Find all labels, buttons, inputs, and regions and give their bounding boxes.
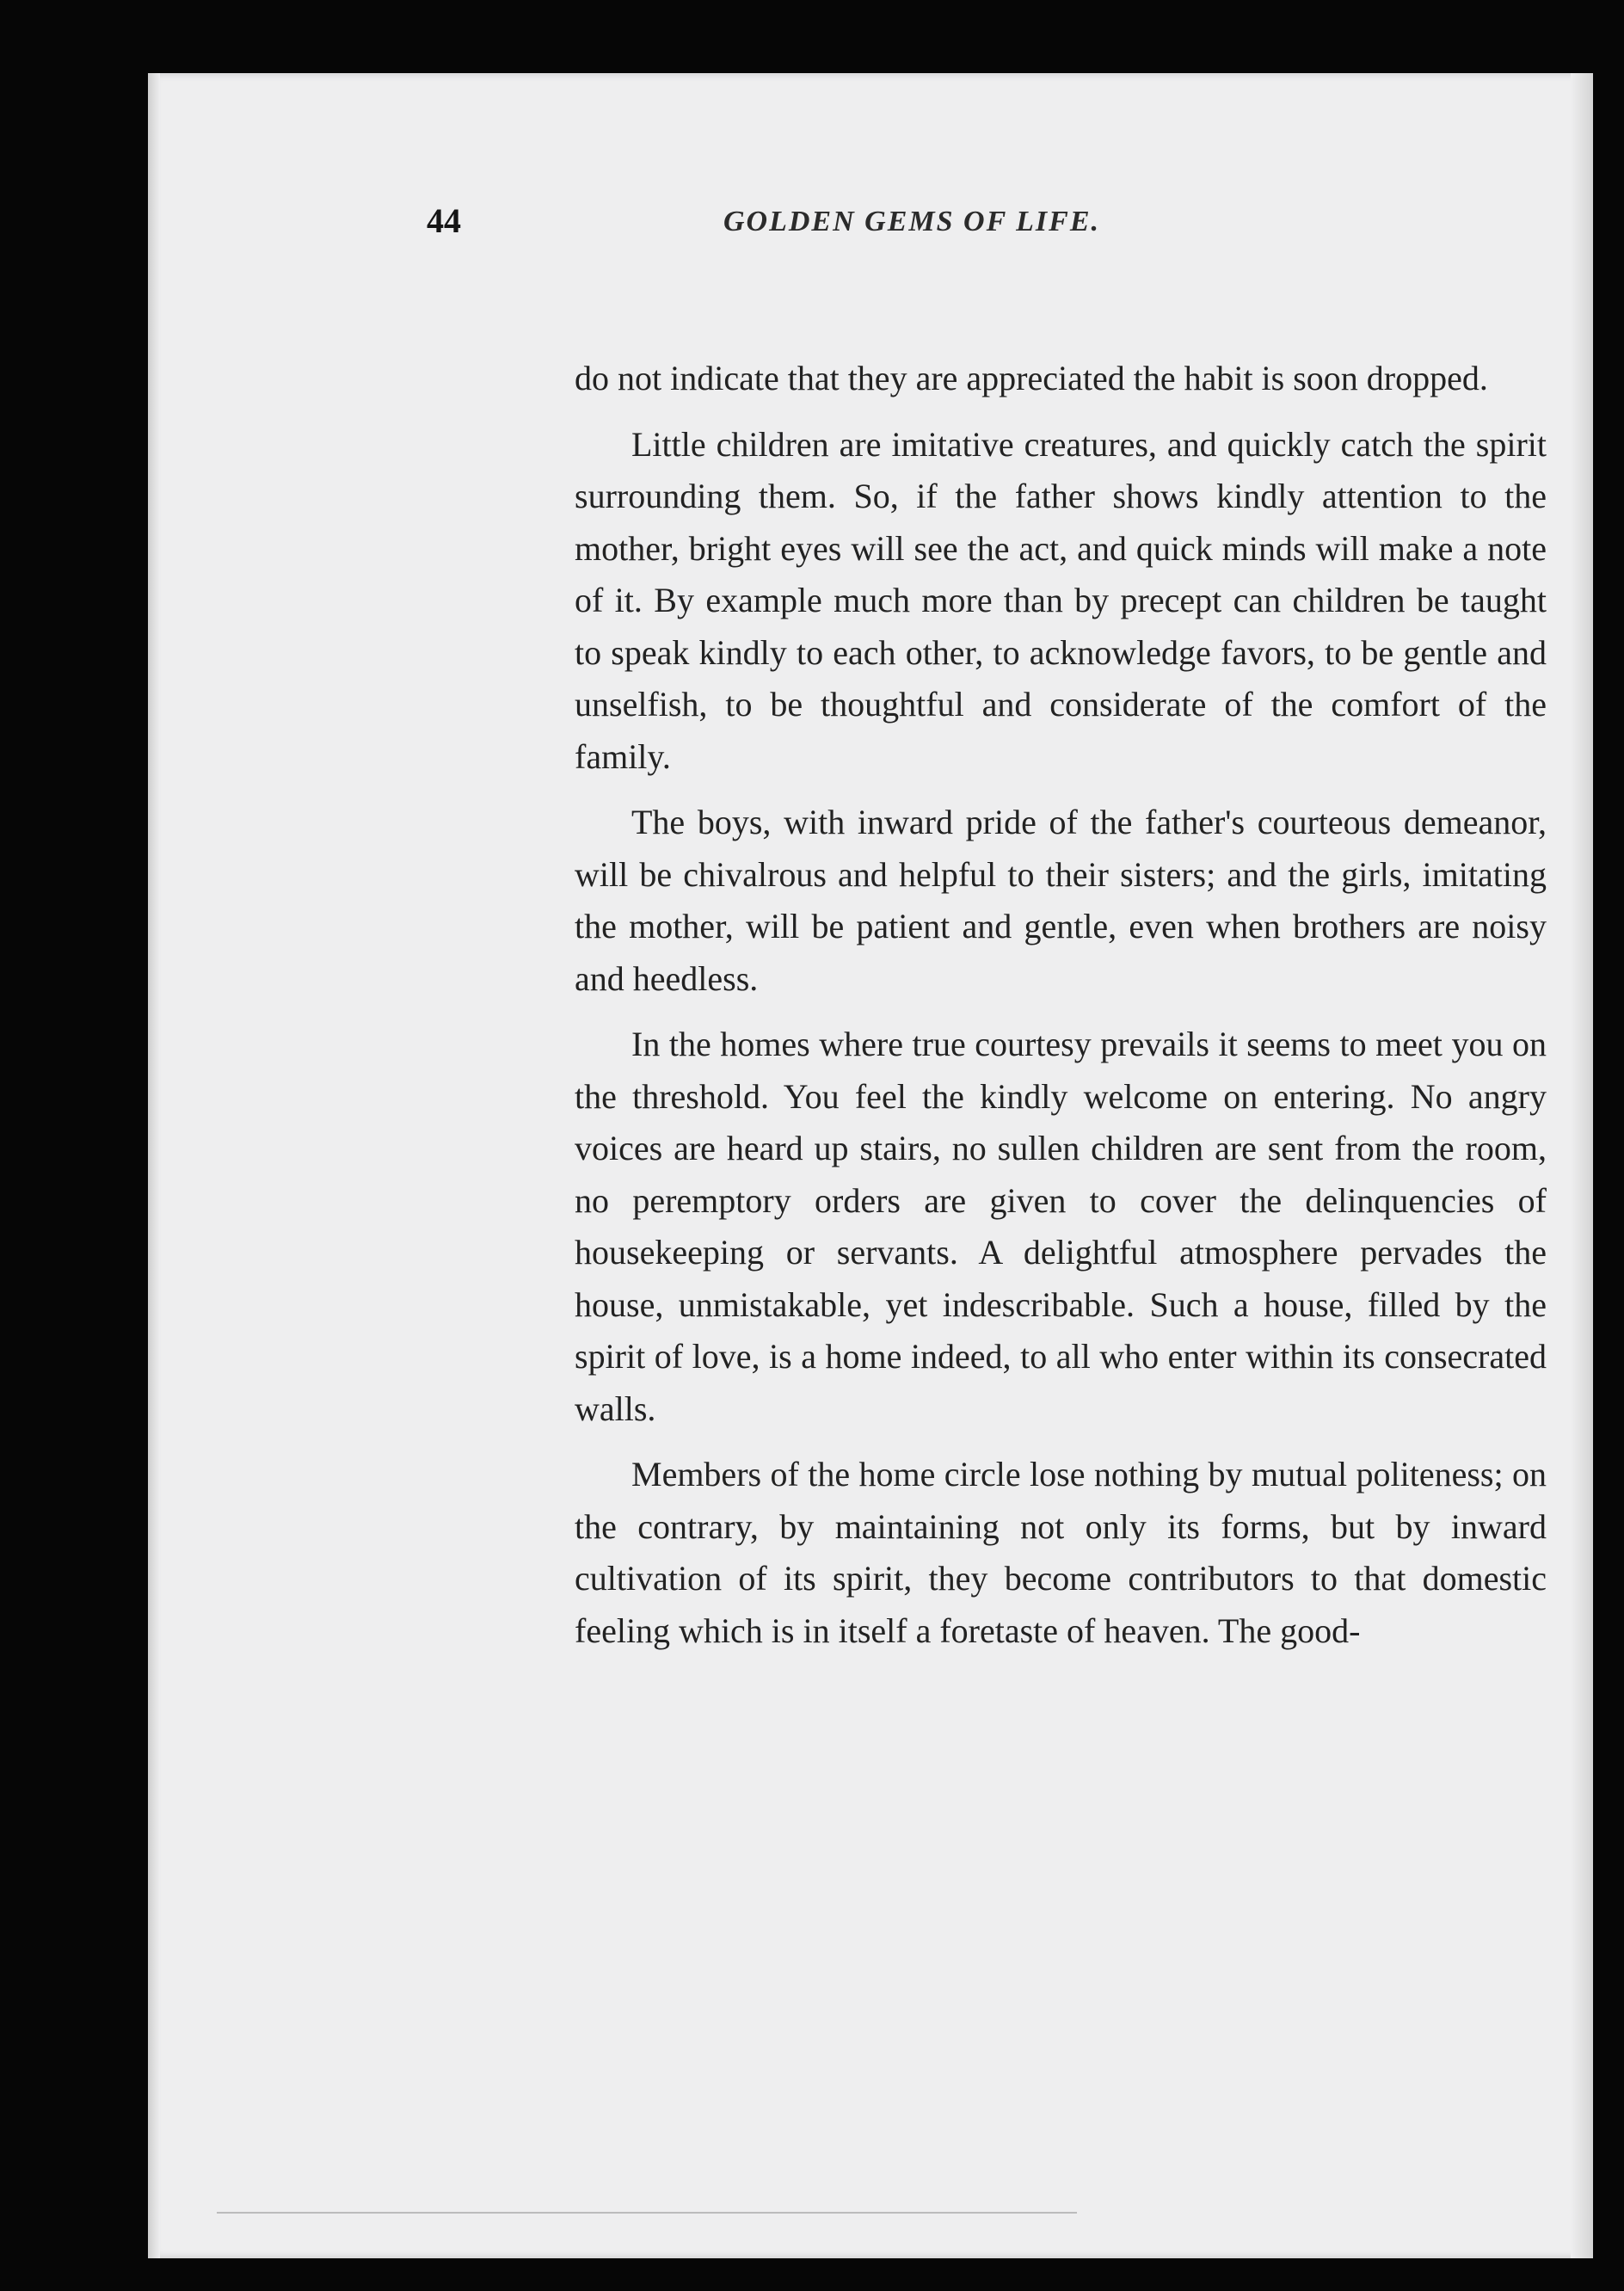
paragraph-continued: do not indicate that they are appreciated the habit is soon dropped. bbox=[575, 359, 1488, 397]
page-number: 44 bbox=[427, 201, 461, 240]
running-head bbox=[427, 200, 1536, 252]
paragraph: In the homes where true courtesy prevails it seems to meet you on the threshold. You feel the kindly welcome on entering. No angry voices are heard up stairs, no sullen children are sent from the room, no peremptory orders are given to cover the delinquencies of housekeeping or servants. A delightful atmosphere pervades the house, unmistakable, yet indescribable. Such a house, filled by the spirit of love, is a home indeed, to all who enter within its consecrated walls. bbox=[575, 1025, 1547, 1428]
paragraph: Little children are imitative creatures, and quickly catch the spirit surrounding them. So, if the father shows kindly attention to the mother, bright eyes will see the act, and quick minds will make a note of it. By example much more than by precept can children be taught to speak kindly to each other, to acknowledge favors, to be gentle and unselfish, to be thoughtful and considerate of the comfort of the family. bbox=[575, 424, 1547, 776]
page-gutter-shadow bbox=[148, 73, 160, 2258]
page-bottom-edge bbox=[217, 2212, 1077, 2214]
running-title: GOLDEN GEMS OF LIFE. bbox=[723, 206, 1101, 237]
paragraph: The boys, with inward pride of the father's courteous demeanor, will be chivalrous and helpful to their sisters; and the girls, imitating the mother, will be patient and gentle, even when brothers are noisy and heedless. bbox=[575, 803, 1547, 998]
body-text bbox=[575, 353, 1547, 1671]
paragraph: Members of the home circle lose nothing by mutual politeness; on the contrary, by maintaining not only its forms, but by inward cultivation of its spirit, they become contributors to that domestic feeling which is in itself a foretaste of heaven. The good- bbox=[575, 1455, 1547, 1650]
page-edge-shadow bbox=[1571, 73, 1593, 2258]
